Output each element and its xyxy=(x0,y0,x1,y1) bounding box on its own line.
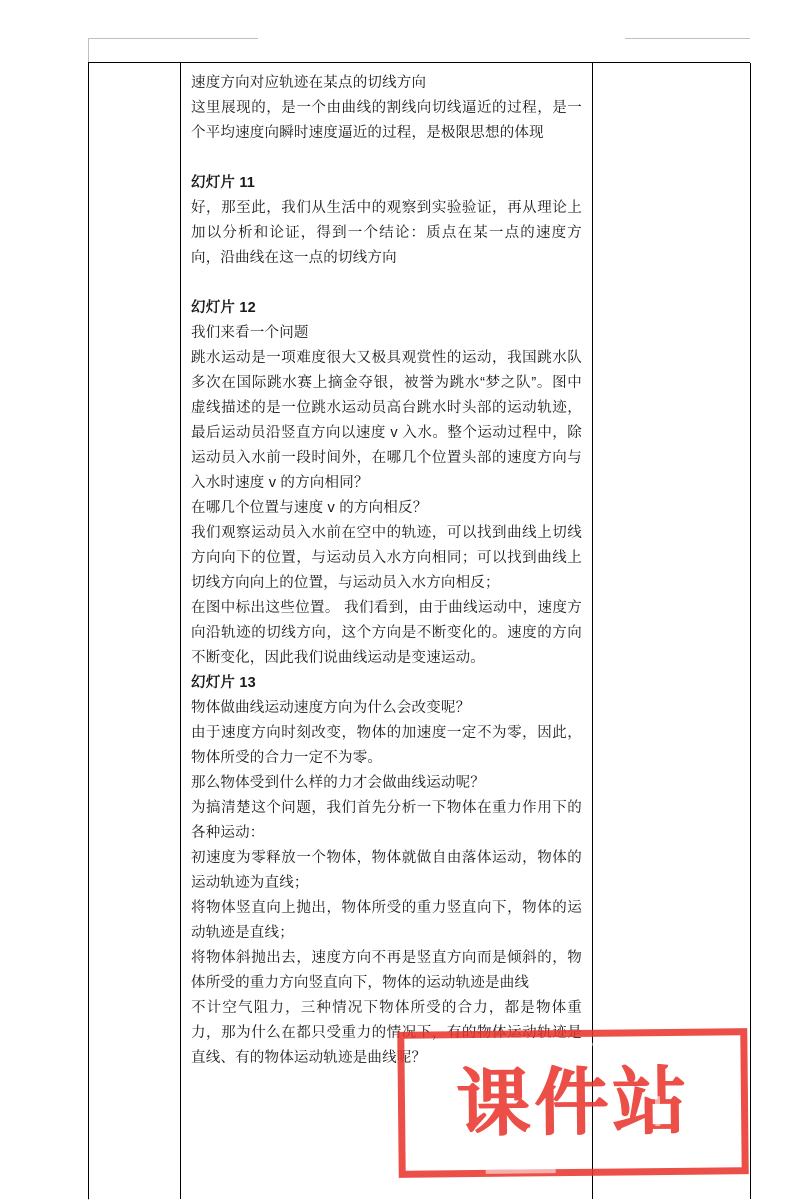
slide-title: 幻灯片 12 xyxy=(191,300,256,316)
watermark-stamp-inner xyxy=(404,1035,741,1171)
teaching-content xyxy=(191,71,582,1071)
intro-line: 速度方向对应轨迹在某点的切线方向 xyxy=(191,75,427,91)
page-edge-mark-right xyxy=(625,38,750,39)
slide-paragraph: 那么物体受到什么样的力才会做曲线运动呢？ xyxy=(191,775,485,791)
page-edge-mark-left xyxy=(88,38,258,39)
slide-paragraph: 好，那至此，我们从生活中的观察到实验验证，再从理论上加以分析和论证，得到一个结论：质点在某一点的速度方向，沿曲线在这一点的切线方向 xyxy=(191,200,582,266)
slide-paragraph: 我们观察运动员入水前在空中的轨迹，可以找到曲线上切线方向向下的位置，与运动员入水方向相同；可以找到曲线上切线方向向上的位置，与运动员入水方向相反； xyxy=(191,525,582,591)
slide-paragraph: 我们来看一个问题 xyxy=(191,325,309,341)
slide-paragraph: 物体做曲线运动速度方向为什么会改变呢？ xyxy=(191,700,471,716)
slide-paragraph: 将物体竖直向上抛出，物体所受的重力竖直向下，物体的运动轨迹是直线； xyxy=(191,900,582,941)
slide-paragraph: 在哪几个位置与速度 v 的方向相反？ xyxy=(191,500,428,516)
stamp-texture-speck xyxy=(554,1043,614,1047)
slide-paragraph: 由于速度方向时刻改变，物体的加速度一定不为零，因此，物体所受的合力一定不为零。 xyxy=(191,725,582,766)
slide-paragraph: 不计空气阻力，三种情况下物体所受的合力，都是物体重力，那为什么在都只受重力的情况下，有的物体运动轨迹是直线、有的物体运动轨迹是曲线呢？ xyxy=(191,1000,582,1066)
slide-title: 幻灯片 11 xyxy=(191,175,256,191)
spacer xyxy=(191,146,582,171)
stamp-texture-speck xyxy=(413,1109,417,1149)
stamp-texture-speck xyxy=(434,1050,474,1054)
spacer xyxy=(191,271,582,296)
slide-paragraph: 初速度为零释放一个物体，物体就做自由落体运动，物体的运动轨迹为直线； xyxy=(191,850,582,891)
watermark-text: 课件站 xyxy=(455,1058,691,1148)
table-column-content xyxy=(181,63,593,1199)
slide-paragraph: 跳水运动是一项难度很大又极具观赏性的运动，我国跳水队多次在国际跳水赛上摘金夺银，被誉为跳水“梦之队”。图中虚线描述的是一位跳水运动员高台跳水时头部的运动轨迹，最后运动员沿竖直方向以速度 v 入水。整个运动过程中，除运动员入水前一段时间外，在哪几个位置头部的速度方向与入水时速度 v 的方向相同？ xyxy=(191,350,582,491)
stamp-texture-speck xyxy=(486,1169,556,1174)
slide-paragraph: 将物体斜抛出去，速度方向不再是竖直方向而是倾斜的，物体所受的重力方向竖直向下，物体的运动轨迹是曲线 xyxy=(191,950,582,991)
watermark-stamp xyxy=(397,1028,749,1178)
intro-line: 这里展现的，是一个由曲线的割线向切线逼近的过程，是一个平均速度向瞬时速度逼近的过程，是极限思想的体现 xyxy=(191,100,582,141)
slide-title: 幻灯片 13 xyxy=(191,675,256,691)
stamp-texture-speck xyxy=(655,1096,660,1126)
slide-paragraph: 在图中标出这些位置。 我们看到，由于曲线运动中，速度方向沿轨迹的切线方向，这个方向是不断变化的。速度的方向不断变化，因此我们说曲线运动是变速运动。 xyxy=(191,600,582,666)
slide-paragraph: 为搞清楚这个问题，我们首先分析一下物体在重力作用下的各种运动： xyxy=(191,800,582,841)
table-column-left xyxy=(89,63,181,1199)
